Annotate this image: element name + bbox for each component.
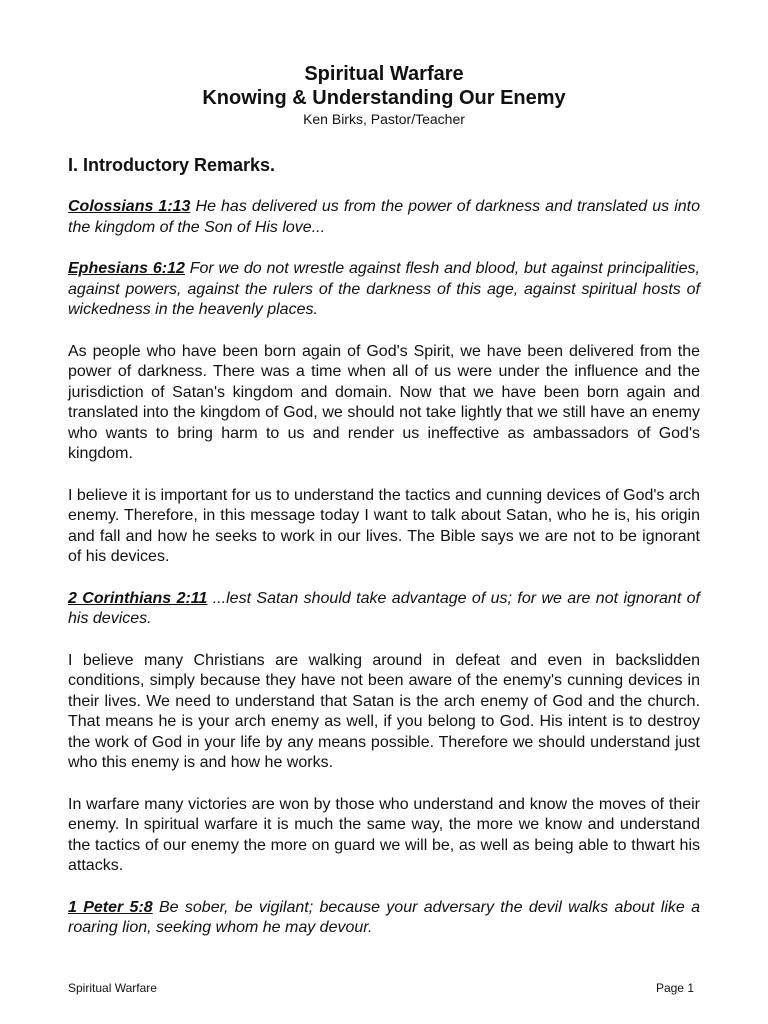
scripture-reference: 1 Peter 5:8 [68, 898, 153, 916]
scripture-text: He has delivered us from the power of darkness and translated us into the kingdom of the Son of His love... [68, 198, 701, 236]
body-paragraph: I believe many Christians are walking around in defeat and even in backslidden conditions, simply because they have not been aware of the enemy's cunning devices in their lives. We need to understand that Satan is the arch enemy of God and the church. That means he is your arch enemy as well, if you belong to God. His intent is to destroy the work of God in your life by any means possible. Therefore we should understand just who this enemy is and how he works. [68, 651, 700, 771]
scripture-text: ...lest Satan should take advantage of us; for we are not ignorant of his devices. [68, 589, 700, 627]
section-heading: I. Introductory Remarks. [68, 155, 276, 175]
scripture-paragraph [68, 259, 700, 321]
document-title-line2: Knowing & Understanding Our Enemy [202, 87, 566, 109]
document-title-line1: Spiritual Warfare [304, 63, 464, 85]
scripture-text: For we do not wrestle against flesh and blood, but against principalities, against powers, against the rulers of the darkness of this age, against spiritual hosts of wickedness in the heavenly places. [68, 260, 701, 318]
document-body [68, 197, 700, 960]
scripture-reference: Ephesians 6:12 [68, 260, 185, 277]
body-paragraph: As people who have been born again of God's Spirit, we have been delivered from the power of darkness. There was a time when all of us were under the influence and the jurisdiction of Satan's kingdom and domain. Now that we have been born again and translated into the kingdom of God, we should not take lightly that we still have an enemy who wants to bring harm to us and render us ineffective as ambassadors of God's kingdom. [68, 342, 700, 462]
page-number: Page 1 [655, 981, 694, 995]
scripture-text: Be sober, be vigilant; because your adversary the devil walks about like a roaring lion, seeking whom he may devour. [68, 898, 700, 936]
body-paragraph: I believe it is important for us to understand the tactics and cunning devices of God's arch enemy. Therefore, in this message today I want to talk about Satan, who he is, his origin and fall and how he seeks to work in our lives. The Bible says we are not to be ignorant of his devices. [68, 486, 700, 565]
body-paragraph: In warfare many victories are won by those who understand and know the moves of their enemy. In spiritual warfare it is much the same way, the more we know and understand the tactics of our enemy the more on guard we will be, as well as being able to thwart his attacks. [68, 795, 700, 874]
footer-title: Spiritual Warfare [68, 981, 157, 995]
scripture-paragraph [68, 589, 700, 630]
scripture-paragraph [68, 898, 700, 939]
scripture-reference: Colossians 1:13 [68, 198, 191, 215]
author-byline: Ken Birks, Pastor/Teacher [303, 111, 465, 127]
scripture-reference: 2 Corinthians 2:11 [68, 589, 208, 607]
document-header [0, 62, 768, 128]
scripture-paragraph [68, 197, 700, 238]
